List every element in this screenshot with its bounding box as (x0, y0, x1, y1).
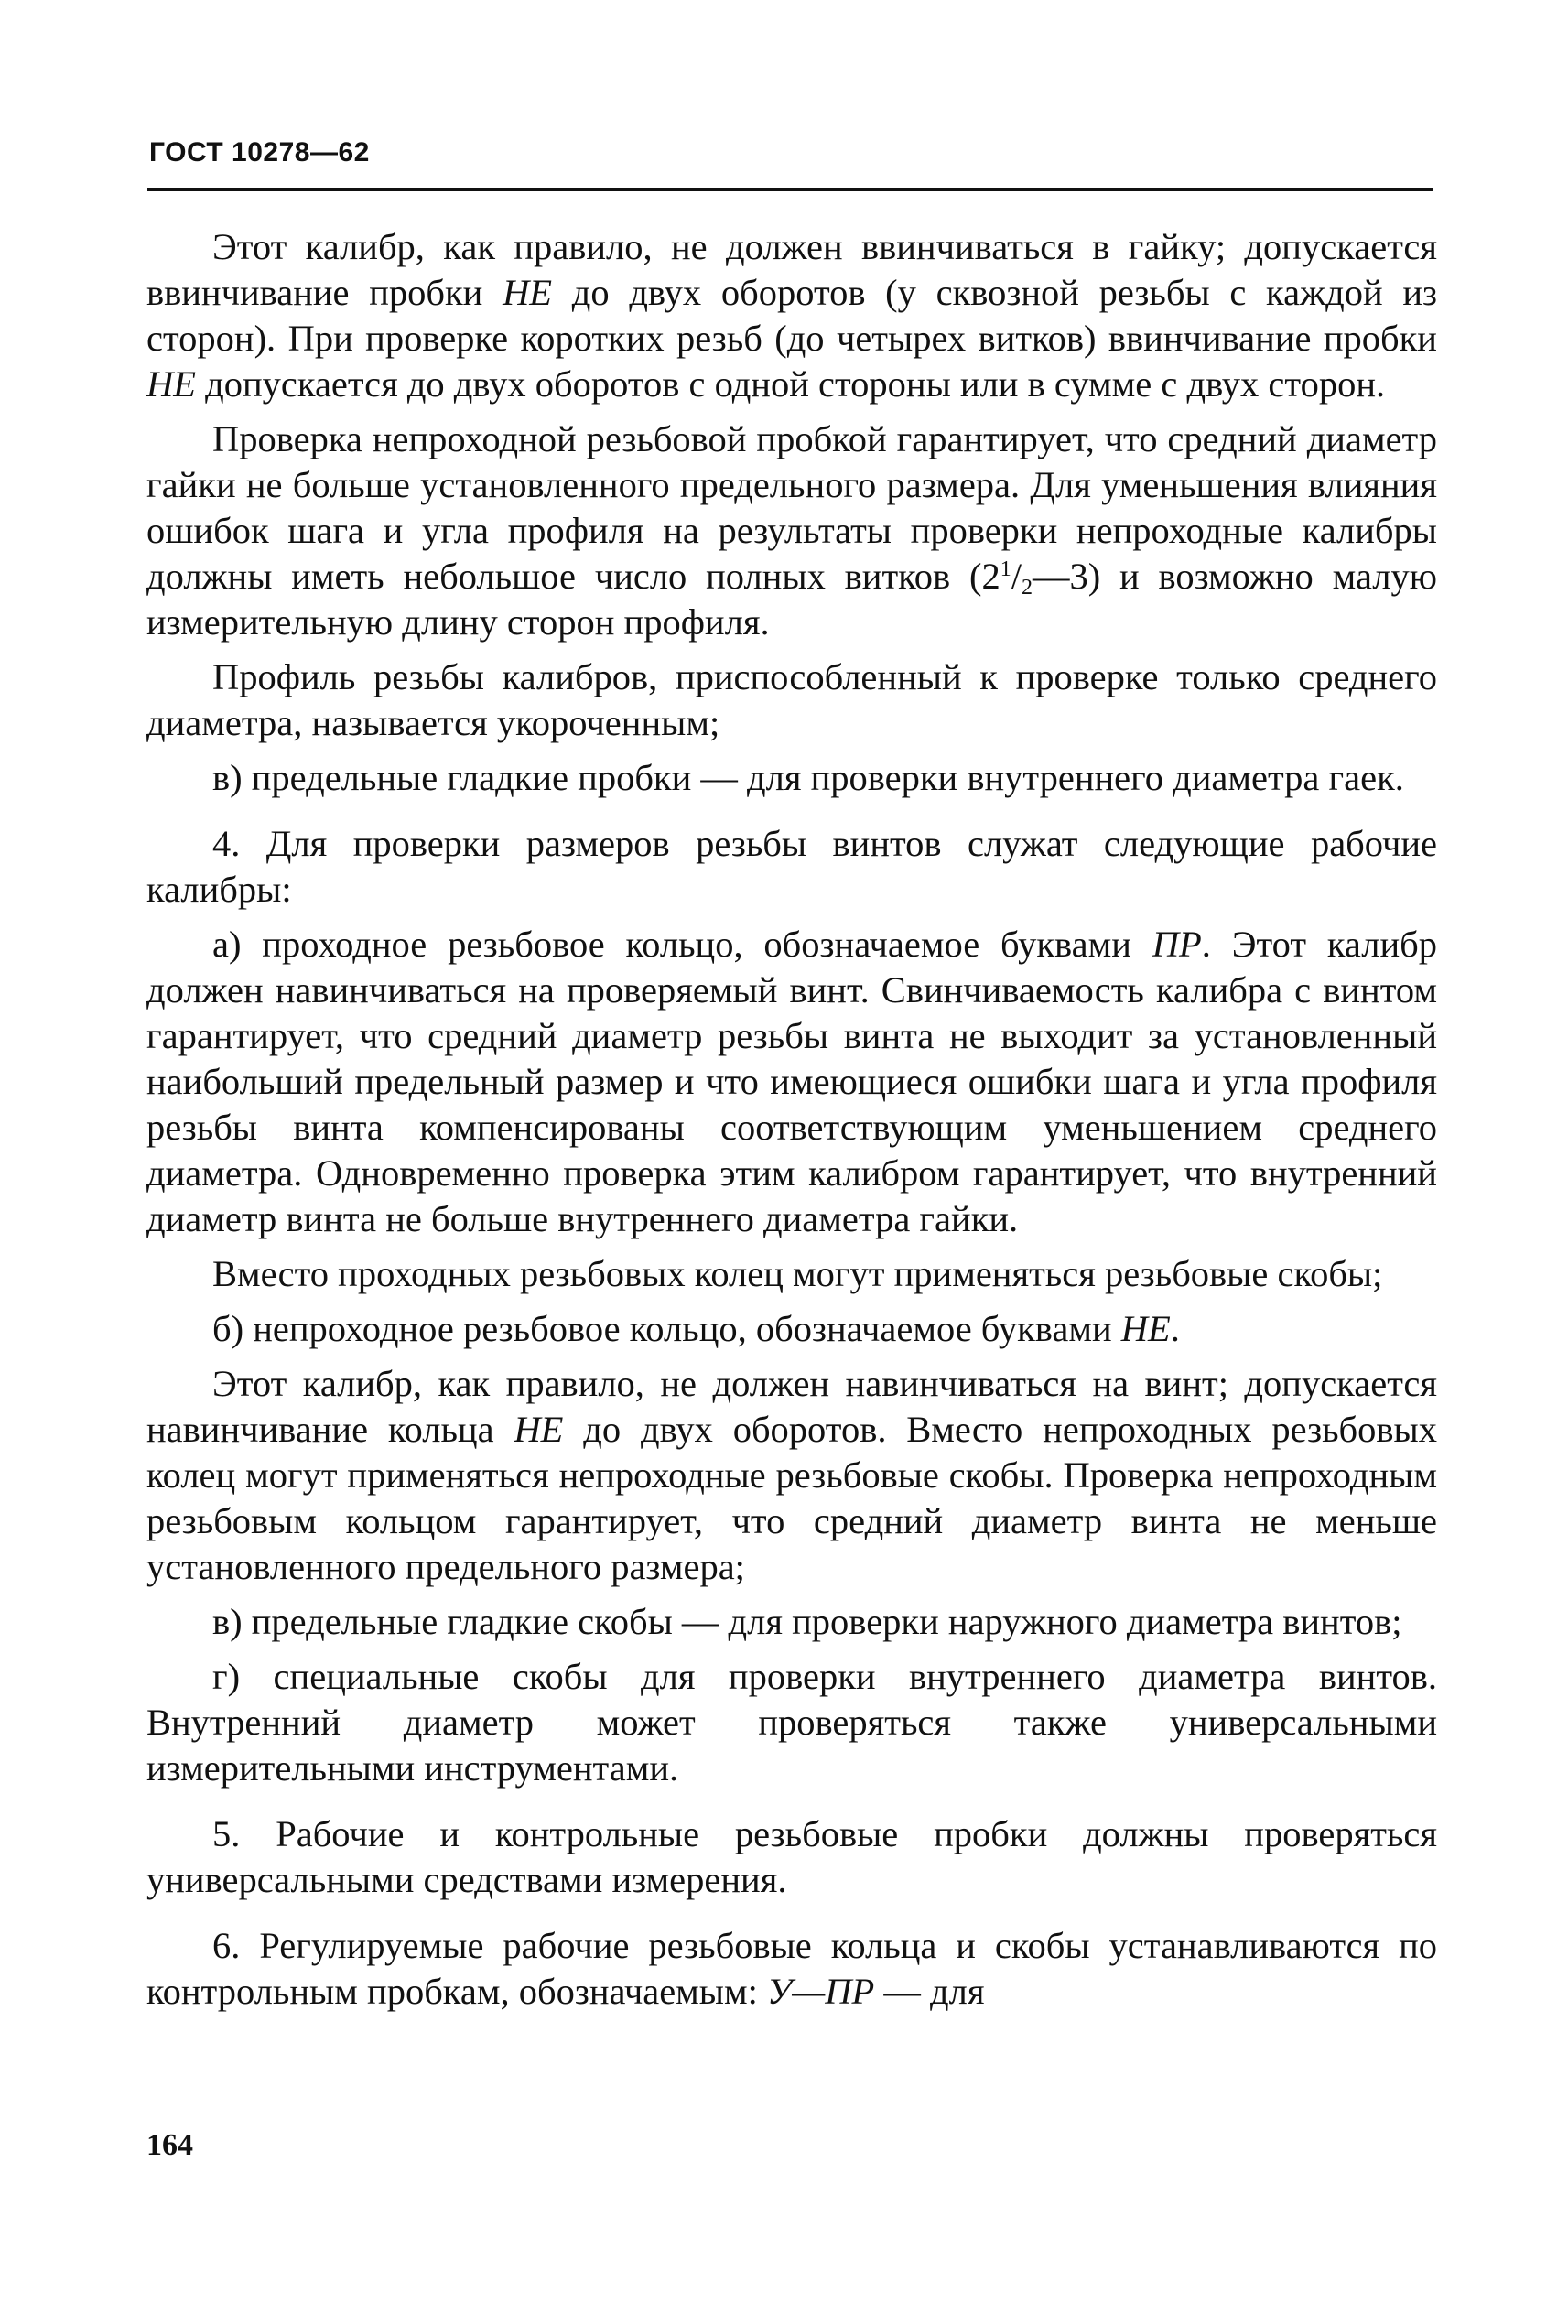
text-run: Этот калибр, как правило, не должен навинчиваться на винт; допускается навинчивание кольца (146, 1363, 1437, 1450)
text-run: 4. Для проверки размеров резьбы винтов служат следующие рабочие калибры: (146, 823, 1437, 910)
italic-designation: НЕ (146, 363, 196, 405)
text-run: 6. Регулируемые рабочие резьбовые кольца и скобы устанавливаются по контрольным пробкам, обозначаемым: (146, 1925, 1437, 2012)
page-number: 164 (146, 2128, 193, 2162)
text-run: —3) и возможно малую измерительную длину сторон профиля. (146, 556, 1437, 643)
italic-designation: НЕ (503, 272, 553, 313)
document-body (146, 224, 1437, 2024)
italic-designation: ПР (1152, 924, 1202, 965)
italic-designation: НЕ (514, 1409, 564, 1450)
fraction-denominator: 2 (1021, 576, 1033, 600)
text-run: . (1170, 1308, 1180, 1349)
text-run: Этот калибр, как правило, не должен ввинчиваться в гайку; допускается ввинчивание пробки (146, 226, 1437, 313)
body-paragraph (146, 1306, 1437, 1352)
body-paragraph (146, 821, 1437, 913)
text-run: Профиль резьбы калибров, приспособленный к проверке только среднего диаметра, называется укороченным; (146, 656, 1437, 743)
body-paragraph (146, 1251, 1437, 1297)
text-run: до двух оборотов (у сквозной резьбы с каждой из сторон). При проверке коротких резьб (до четырех витков) ввинчивание пробки (146, 272, 1437, 359)
text-run: Проверка непроходной резьбовой пробкой гарантирует, что средний диаметр гайки не больше установленного предельного размера. Для уменьшения влияния ошибок шага и угла профиля на результаты проверки непроходные калибры должны иметь небольшое число полных витков (2 (146, 418, 1437, 597)
fraction-numerator: 1 (1000, 557, 1011, 581)
body-paragraph (146, 654, 1437, 746)
text-run: . Этот калибр должен навинчиваться на проверяемый винт. Свинчиваемость калибра с винтом гарантирует, что средний диаметр резьбы винта не выходит за установленный наибольший предельный размер и что имеющиеся ошибки шага и угла профиля резьбы винта компенсированы соответствующим уменьшением среднего диаметра. Одновременно проверка этим калибром гарантирует, что внутренний диаметр винта не больше внутреннего диаметра гайки. (146, 924, 1437, 1239)
body-paragraph (146, 1654, 1437, 1791)
text-run: / (1011, 556, 1022, 597)
italic-designation: НЕ (1120, 1308, 1171, 1349)
body-paragraph (146, 922, 1437, 1242)
text-run: 5. Рабочие и контрольные резьбовые пробки должны проверяться универсальными средствами измерения. (146, 1813, 1437, 1900)
body-paragraph (146, 1811, 1437, 1903)
text-run: Вместо проходных резьбовых колец могут применяться резьбовые скобы; (212, 1253, 1383, 1294)
body-paragraph (146, 416, 1437, 645)
text-run: а) проходное резьбовое кольцо, обозначаемое буквами (212, 924, 1152, 965)
text-run: допускается до двух оборотов с одной стороны или в сумме с двух сторон. (196, 363, 1386, 405)
header-rule (147, 188, 1433, 191)
text-run: — для (874, 1971, 985, 2012)
body-paragraph (146, 224, 1437, 407)
text-run: б) непроходное резьбовое кольцо, обозначаемое буквами (212, 1308, 1121, 1349)
document-header: ГОСТ 10278—62 (149, 137, 370, 168)
text-run: в) предельные гладкие скобы — для проверки наружного диаметра винтов; (212, 1601, 1402, 1642)
body-paragraph (146, 755, 1437, 801)
body-paragraph (146, 1599, 1437, 1645)
body-paragraph (146, 1923, 1437, 2015)
text-run: в) предельные гладкие пробки — для проверки внутреннего диаметра гаек. (212, 757, 1404, 798)
text-run: г) специальные скобы для проверки внутреннего диаметра винтов. Внутренний диаметр может проверяться также универсальными измерительными инструментами. (146, 1656, 1437, 1789)
text-run: до двух оборотов. Вместо непроходных резьбовых колец могут применяться непроходные резьбовые скобы. Проверка непроходным резьбовым кольцом гарантирует, что средний диаметр винта не меньше установленного предельного размера; (146, 1409, 1437, 1587)
body-paragraph (146, 1361, 1437, 1590)
italic-designation: У—ПР (767, 1971, 875, 2012)
